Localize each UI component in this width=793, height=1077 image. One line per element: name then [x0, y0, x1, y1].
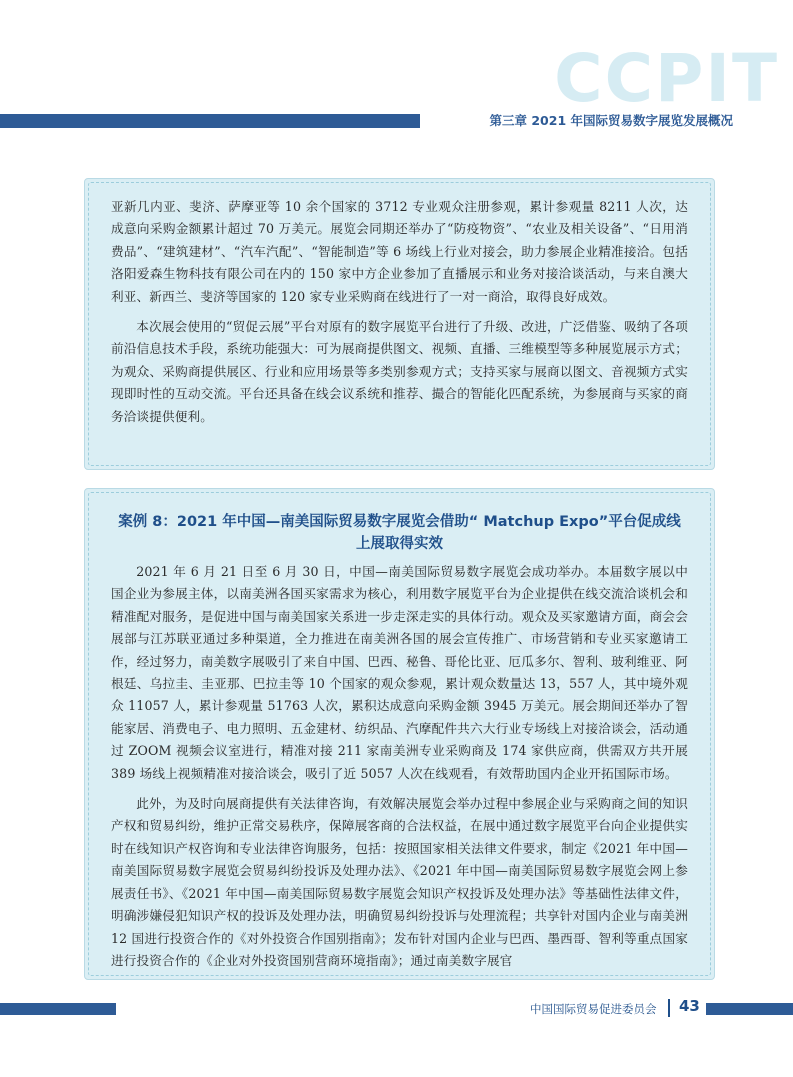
case-8-title: 案例 8：2021 年中国—南美国际贸易数字展览会借助“ Matchup Expo”平台促成线上展取得实效 — [118, 514, 681, 552]
ccpit-logo: CCPIT — [554, 40, 779, 117]
footer-bar-right — [706, 1003, 793, 1015]
box2-paragraph-2: 此外，为及时向展商提供有关法律咨询，有效解决展览会举办过程中参展企业与采购商之间的知识产权和贸易纠纷，维护正常交易秩序，保障展客商的合法权益，在展中通过数字展览平台向企业提供实时在线知识产权咨询和专业法律咨询服务，包括：按照国家相关法律文件要求，制定《2021 年中国—南美国际贸易数字展览会贸易纠纷投诉及处理办法》、《2021 年中国—南美国际贸易数字展览会网上参展责任书》、《2021 年中国—南美国际贸易数字展览会知识产权投诉及处理办法》等基础性法律文件，明确涉嫌侵犯知识产权的投诉及处理办法，明确贸易纠纷投诉与处理流程；共享针对国内企业与南美洲 12 国进行投资合作的《对外投资合作国别指南》；发布针对国内企业与巴西、墨西哥、智利等重点国家进行投资合作的《企业对外投资国别营商环境指南》；通过南美数字展官 — [111, 796, 688, 968]
box1-paragraph-1: 亚新几内亚、斐济、萨摩亚等 10 余个国家的 3712 专业观众注册参观，累计参观量 8211 人次，达成意向采购金额累计超过 70 万美元。展览会同期还举办了“防疫物资”、“农业及相关设备”、“日用消费品”、“建筑建材”、“汽车汽配”、“智能制造”等 6 场线上行业对接会，助力参展企业精准接洽。包括洛阳爱森生物科技有限公司在内的 150 家中方企业参加了直播展示和业务对接洽谈活动，与来自澳大利亚、新西兰、斐济等国家的 120 家专业采购商在线进行了一对一商洽，取得良好成效。 — [111, 199, 688, 304]
header-bar — [0, 114, 420, 128]
case-8-box — [84, 488, 715, 980]
footer-separator — [668, 999, 670, 1017]
box2-paragraph-1: 2021 年 6 月 21 日至 6 月 30 日，中国—南美国际贸易数字展览会成功举办。本届数字展以中国企业为参展主体，以南美洲各国买家需求为核心，利用数字展览平台为企业提供在线交流洽谈机会和精准配对服务，是促进中国与南美国家关系进一步走深走实的具体行动。观众及买家邀请方面，商会会展部与江苏联亚通过多种渠道，全力推进在南美洲各国的展会宣传推广、市场营销和专业买家邀请工作，经过努力，南美数字展吸引了来自中国、巴西、秘鲁、哥伦比亚、厄瓜多尔、智利、玻利维亚、阿根廷、乌拉圭、圭亚那、巴拉圭等 10 个国家的观众参观，累计观众数量达 13，557 人，其中境外观众 11057 人，累计参观量 51763 人次，累积达成意向采购金额 3945 万美元。展会期间还举办了智能家居、消费电子、电力照明、五金建材、纺织品、汽摩配件共六大行业专场线上对接洽谈会，活动通过 ZOOM 视频会议室进行，精准对接 211 家南美洲专业采购商及 174 家供应商，供需双方共开展 389 场线上视频精准对接洽谈会，吸引了近 5057 人次在线观看，有效帮助国内企业开拓国际市场。 — [111, 564, 688, 781]
chapter-title: 第三章 2021 年国际贸易数字展览发展概况 — [489, 113, 733, 128]
page-number: 43 — [679, 997, 700, 1015]
box1-paragraph-2: 本次展会使用的“贸促云展”平台对原有的数字展览平台进行了升级、改进，广泛借鉴、吸纳了各项前沿信息技术手段，系统功能强大：可为展商提供图文、视频、直播、三维模型等多种展览展示方式；为观众、采购商提供展区、行业和应用场景等多类别参观方式；支持买家与展商以图文、音视频方式实现即时性的互动交流。平台还具备在线会议系统和推荐、撮合的智能化匹配系统，为参展商与买家的商务洽谈提供便利。 — [111, 319, 688, 424]
footer-bar-left — [0, 1003, 116, 1015]
continued-case-box — [84, 178, 715, 470]
footer-organization: 中国国际贸易促进委员会 — [530, 1002, 657, 1016]
